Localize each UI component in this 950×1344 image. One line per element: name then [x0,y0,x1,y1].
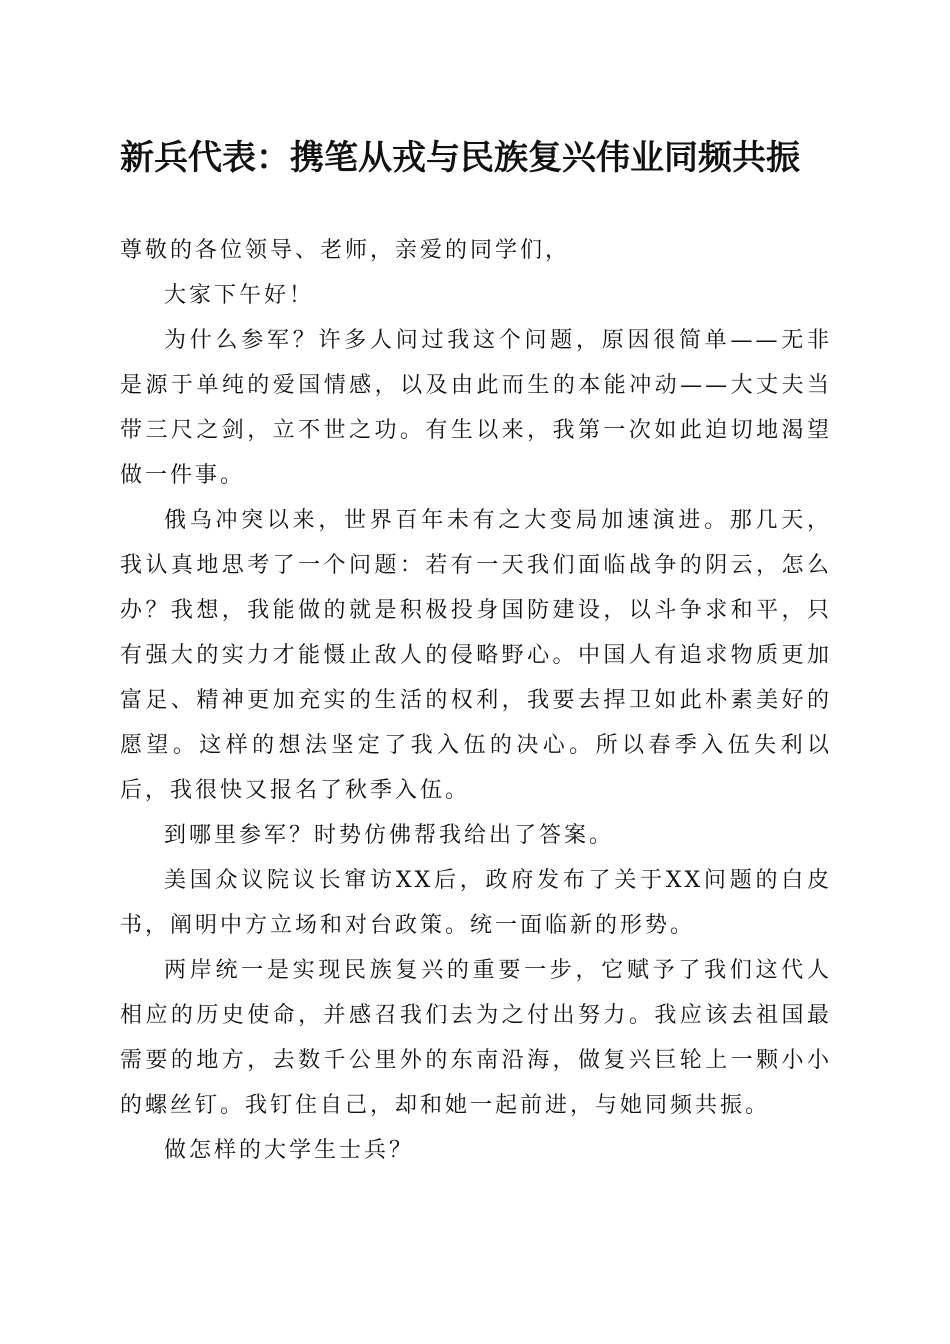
document-title: 新兵代表：携笔从戎与民族复兴伟业同频共振 [120,138,800,178]
paragraph-greeting: 大家下午好！ [164,283,315,308]
paragraph-white-paper: 美国众议院议长窜访XX后，政府发布了关于XX问题的白皮书，阐明中方立场和对台政策。统一面临新的形势。 [120,868,832,938]
paragraph-reunification: 两岸统一是实现民族复兴的重要一步，它赋予了我们这代人相应的历史使命，并感召我们去为之付出努力。我应该去祖国最需要的地方，去数千公里外的东南沿海，做复兴巨轮上一颗小小的螺丝钉。我钉住自己，却和她一起前进，与她同频共振。 [120,958,832,1118]
paragraph-what-soldier: 做怎样的大学生士兵？ [164,1138,415,1163]
paragraph-where-enlist: 到哪里参军？时势仿佛帮我给出了答案。 [164,823,615,848]
paragraph-russia-ukraine: 俄乌冲突以来，世界百年未有之大变局加速演进。那几天，我认真地思考了一个问题：若有一天我们面临战争的阴云，怎么办？我想，我能做的就是积极投身国防建设，以斗争求和平，只有强大的实力才能慑止敌人的侵略野心。中国人有追求物质更加富足、精神更加充实的生活的权利，我要去捍卫如此朴素美好的愿望。这样的想法坚定了我入伍的决心。所以春季入伍失利以后，我很快又报名了秋季入伍。 [120,508,832,803]
salutation: 尊敬的各位领导、老师，亲爱的同学们， [120,238,571,263]
paragraph-why-enlist: 为什么参军？许多人问过我这个问题，原因很简单——无非是源于单纯的爱国情感，以及由此而生的本能冲动——大丈夫当带三尺之剑，立不世之功。有生以来，我第一次如此迫切地渴望做一件事。 [120,328,832,488]
document-body [120,228,832,1173]
